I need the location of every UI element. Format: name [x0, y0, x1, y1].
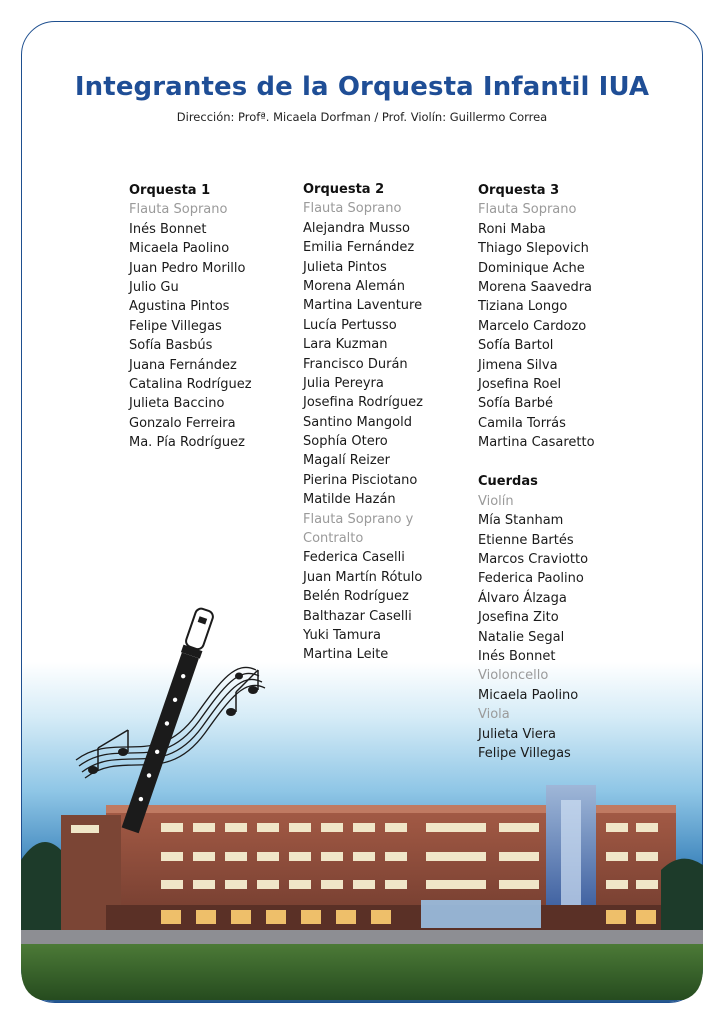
instrument-label: Flauta Soprano — [129, 202, 228, 218]
member-name: Álvaro Álzaga — [478, 590, 567, 606]
member-name: Juan Martín Rótulo — [303, 569, 423, 585]
section-heading: Orquesta 1 — [129, 183, 211, 198]
member-name: Inés Bonnet — [478, 648, 556, 664]
member-name: Emilia Fernández — [303, 240, 415, 256]
member-name: Morena Alemán — [303, 278, 405, 294]
member-name: Camila Torrás — [478, 415, 566, 431]
member-name: Federica Paolino — [478, 571, 584, 587]
member-name: Mía Stanham — [478, 513, 564, 529]
member-name: Santino Mangold — [303, 414, 412, 430]
member-name: Natalie Segal — [478, 629, 565, 645]
member-name: Catalina Rodríguez — [129, 376, 252, 392]
member-name: Ma. Pía Rodríguez — [129, 435, 245, 451]
member-name: Micaela Paolino — [478, 687, 579, 703]
member-name: Agustina Pintos — [129, 299, 230, 315]
member-name: Sofía Barbé — [478, 396, 553, 412]
member-name: Josefina Rodríguez — [303, 395, 424, 411]
member-name: Belén Rodríguez — [303, 589, 409, 605]
section-heading: Orquesta 3 — [478, 183, 560, 198]
section-heading: Orquesta 2 — [303, 182, 385, 197]
member-name: Sofía Basbús — [129, 338, 213, 354]
member-name: Gonzalo Ferreira — [129, 415, 236, 431]
member-name: Matilde Hazán — [303, 492, 396, 508]
member-name: Juana Fernández — [129, 357, 237, 373]
instrument-label: Violoncello — [478, 668, 549, 684]
member-name: Lucía Pertusso — [303, 317, 397, 333]
instrument-label: Viola — [478, 707, 510, 723]
member-name: Julio Gu — [129, 279, 179, 295]
member-name: Balthazar Caselli — [303, 608, 412, 624]
page-title: Integrantes de la Orquesta Infantil IUA — [74, 72, 650, 102]
member-name: Morena Saavedra — [478, 279, 593, 295]
column-orquesta-2 — [303, 180, 478, 665]
member-name: Dominique Ache — [478, 260, 585, 276]
grass-lawn — [21, 944, 703, 1000]
member-name: Felipe Villegas — [129, 318, 222, 334]
instrument-label: Violín — [478, 493, 514, 509]
recorder-flute-icon — [121, 607, 216, 834]
member-name: Julieta Viera — [478, 726, 557, 742]
column-orquesta-1 — [129, 181, 304, 452]
member-name: Federica Caselli — [303, 550, 405, 566]
member-name: Sofía Bartol — [478, 338, 554, 354]
member-name: Yuki Tamura — [303, 627, 381, 643]
instrument-label: Flauta Soprano — [303, 201, 402, 217]
member-name: Pierina Pisciotano — [303, 472, 418, 488]
member-name: Etienne Bartés — [478, 532, 574, 548]
page-subtitle: Dirección: Profª. Micaela Dorfman / Prof. Violín: Guillermo Correa — [176, 110, 548, 124]
member-name: Martina Casaretto — [478, 435, 595, 451]
member-name: Magalí Reizer — [303, 453, 390, 469]
member-name: Martina Leite — [303, 647, 389, 663]
member-name: Alejandra Musso — [303, 220, 410, 236]
member-name: Felipe Villegas — [478, 745, 571, 761]
member-name: Julieta Pintos — [303, 259, 387, 275]
member-name: Tiziana Longo — [478, 299, 568, 315]
member-name: Roni Maba — [478, 221, 546, 237]
member-name: Marcos Craviotto — [478, 552, 589, 568]
member-name: Juan Pedro Morillo — [129, 260, 246, 276]
member-name: Lara Kuzman — [303, 337, 388, 353]
member-name: Thiago Slepovich — [478, 241, 589, 257]
school-building-illustration — [21, 600, 703, 1000]
member-name: Julieta Baccino — [129, 396, 225, 412]
member-name: Sophía Otero — [303, 434, 388, 450]
member-name: Josefina Zito — [478, 610, 559, 626]
member-name: Martina Laventure — [303, 298, 423, 314]
member-name: Josefina Roel — [478, 376, 562, 392]
section-spacer — [478, 452, 653, 472]
member-name: Julia Pereyra — [303, 375, 384, 391]
instrument-label: Flauta Soprano y — [303, 511, 414, 527]
member-name: Micaela Paolino — [129, 241, 230, 257]
instrument-label: Flauta Soprano — [478, 202, 577, 218]
member-name: Marcelo Cardozo — [478, 318, 587, 334]
instrument-label: Contralto — [303, 531, 364, 547]
member-name: Francisco Durán — [303, 356, 408, 372]
section-heading: Cuerdas — [478, 474, 538, 490]
member-name: Inés Bonnet — [129, 221, 207, 237]
member-name: Jimena Silva — [478, 357, 558, 373]
